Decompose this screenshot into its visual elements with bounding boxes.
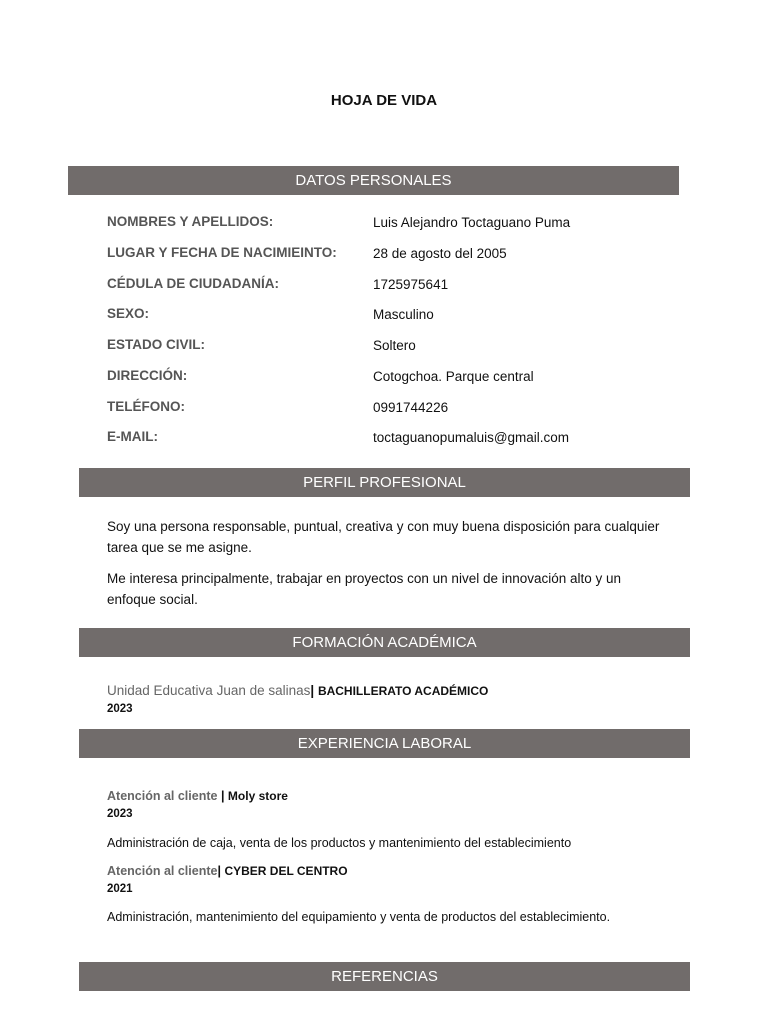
education-entry [107, 683, 488, 698]
field-value-sex: Masculino [373, 307, 434, 322]
field-label-email: E-MAIL: [107, 429, 158, 444]
field-value-phone: 0991744226 [373, 400, 449, 415]
field-label-address: DIRECCIÓN: [107, 368, 188, 383]
education-year: 2023 [107, 703, 133, 715]
experience-entry-heading [107, 789, 288, 803]
field-label-birth: LUGAR Y FECHA DE NACIMIEINTO: [107, 245, 337, 260]
section-header-experience: EXPERIENCIA LABORAL [79, 729, 690, 758]
field-label-id: CÉDULA DE CIUDADANÍA: [107, 276, 279, 291]
experience-role: Atención al cliente [107, 864, 218, 878]
experience-role: Atención al cliente [107, 789, 218, 803]
section-header-education: FORMACIÓN ACADÉMICA [79, 628, 690, 657]
profile-paragraph: Me interesa principalmente, trabajar en proyectos con un nivel de innovación alto y un enfoque social. [107, 571, 622, 607]
field-label-phone: TELÉFONO: [107, 399, 185, 414]
field-label-civil: ESTADO CIVIL: [107, 337, 206, 352]
section-header-profile: PERFIL PROFESIONAL [79, 468, 690, 497]
education-degree: BACHILLERATO ACADÉMICO [317, 684, 489, 698]
field-label-name: NOMBRES Y APELLIDOS: [107, 214, 274, 229]
field-label-sex: SEXO: [107, 306, 150, 321]
experience-description: Administración, mantenimiento del equipamiento y venta de productos del establecimiento. [107, 910, 611, 924]
document-title: HOJA DE VIDA [330, 92, 438, 109]
field-value-birth: 28 de agosto del 2005 [373, 246, 507, 261]
field-value-id: 1725975641 [373, 277, 449, 292]
experience-year: 2021 [107, 883, 133, 895]
experience-year: 2023 [107, 808, 133, 820]
section-header-personal: DATOS PERSONALES [68, 166, 679, 195]
experience-company: CYBER DEL CENTRO [224, 864, 348, 878]
experience-separator: | [217, 864, 221, 878]
experience-separator: | [220, 789, 225, 803]
field-value-address: Cotogchoa. Parque central [373, 369, 534, 384]
field-value-civil: Soltero [373, 338, 416, 353]
education-separator: | [310, 683, 315, 698]
field-value-email: toctaguanopumaluis@gmail.com [373, 430, 570, 445]
field-value-name: Luis Alejandro Toctaguano Puma [373, 215, 571, 230]
profile-paragraph: Soy una persona responsable, puntual, creativa y con muy buena disposición para cualquier tarea que se me asigne. [107, 519, 660, 555]
experience-description: Administración de caja, venta de los productos y mantenimiento del establecimiento [107, 836, 572, 850]
experience-company: Moly store [227, 789, 288, 803]
section-header-references: REFERENCIAS [79, 962, 690, 991]
education-institution: Unidad Educativa Juan de salinas [107, 683, 311, 698]
experience-entry-heading [107, 864, 348, 878]
